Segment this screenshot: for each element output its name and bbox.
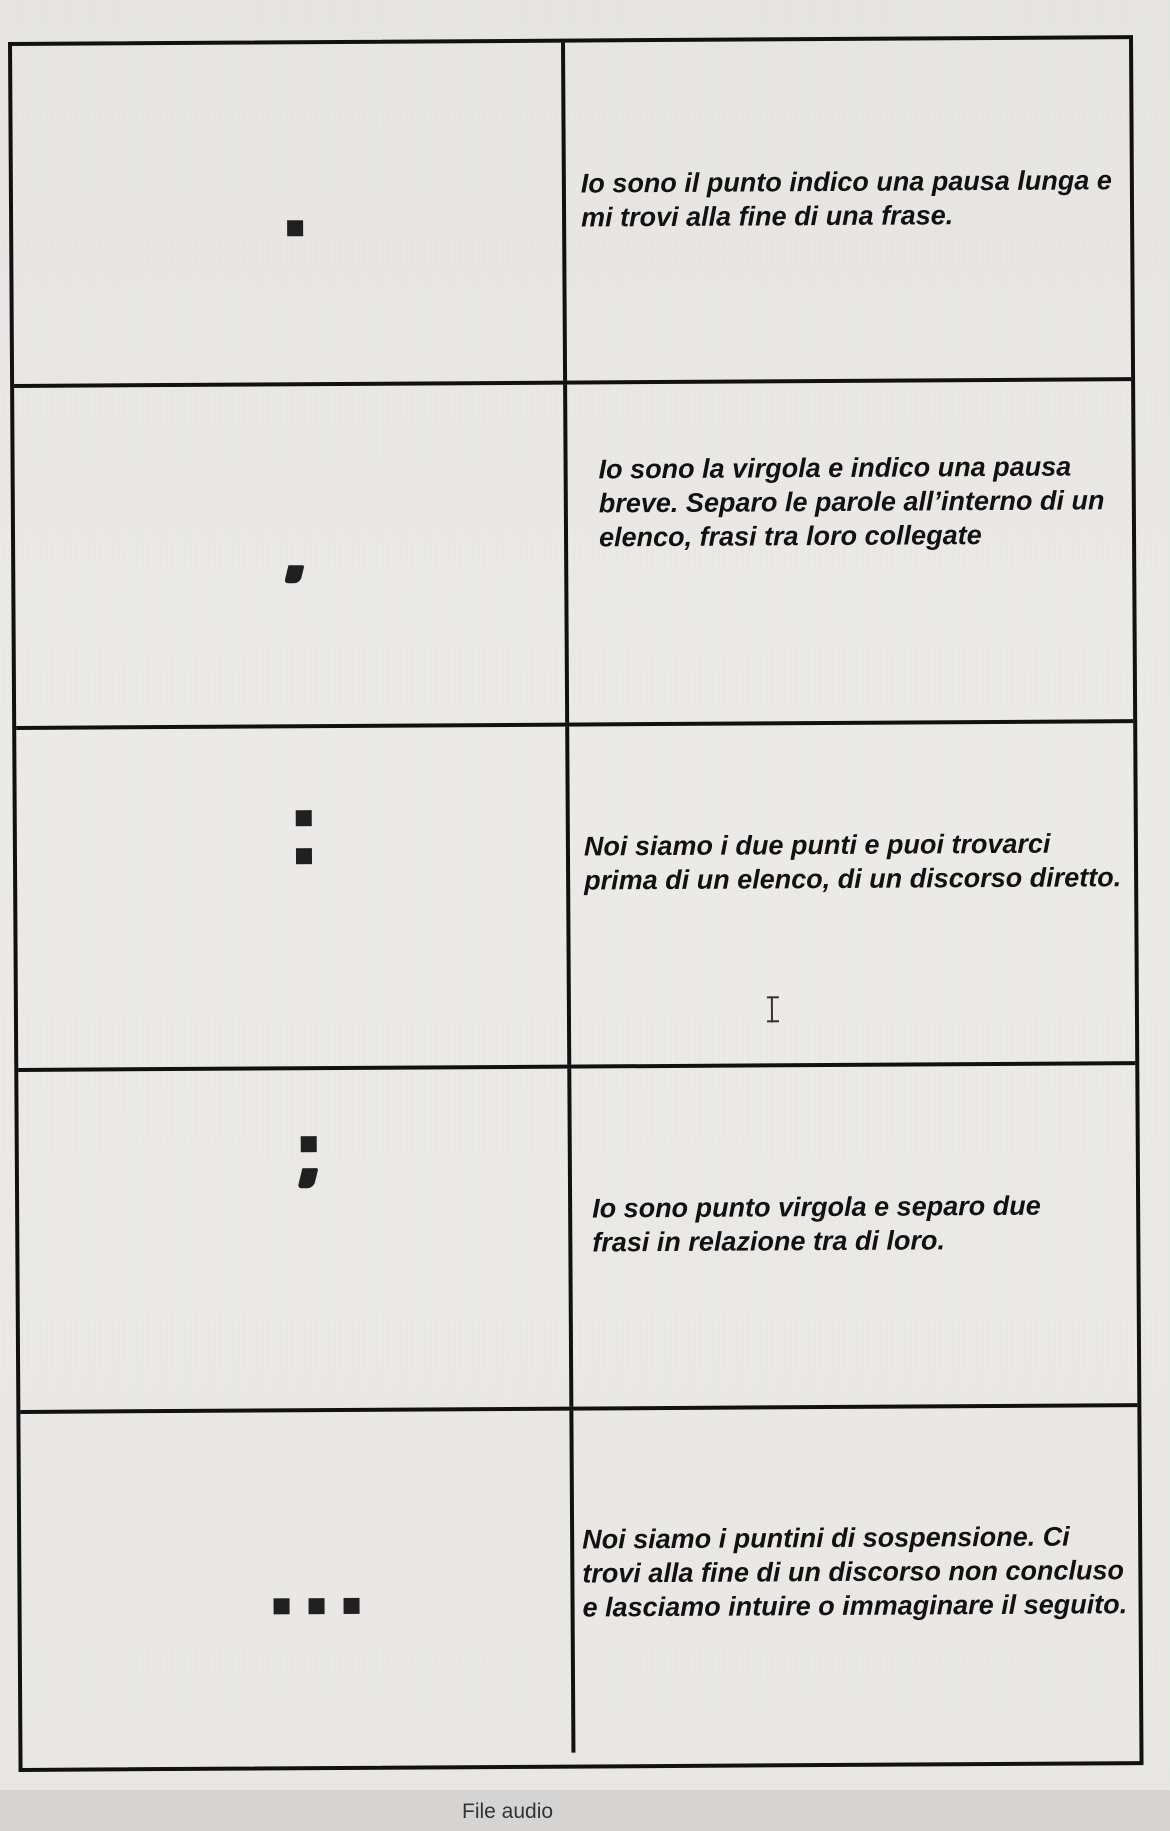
- table-row: [20, 1407, 1139, 1756]
- symbol-cell-ellipsis: [20, 1411, 575, 1756]
- description-line: trovi alla fine di un discorso non concluso: [582, 1555, 1125, 1589]
- symbol-cell-colon: [16, 727, 571, 1068]
- table-row: [12, 39, 1131, 388]
- description-line: mi trovi alla fine di una frase.: [580, 200, 954, 233]
- symbol-cell-comma: [14, 385, 569, 726]
- colon-symbol-top-dot: [296, 810, 312, 826]
- table-row: [16, 723, 1135, 1072]
- description-line: Io sono punto virgola e separo due: [592, 1190, 1041, 1224]
- table-row: [18, 1065, 1137, 1414]
- ellipsis-symbol-dot-3: [344, 1598, 360, 1614]
- description-cell-comma: [567, 381, 1133, 722]
- punctuation-table: [8, 35, 1144, 1772]
- symbol-cell-period: [12, 43, 567, 384]
- semicolon-symbol-dot: [301, 1136, 317, 1152]
- description-cell-semicolon: [571, 1065, 1137, 1406]
- bottom-bar: [0, 1790, 1170, 1831]
- period-symbol: [287, 220, 303, 236]
- description-line: prima di un elenco, di un discorso diretto.: [584, 862, 1122, 896]
- ellipsis-symbol-dot-1: [274, 1598, 290, 1614]
- semicolon-symbol-comma: [298, 1168, 319, 1188]
- text-cursor-icon: [771, 996, 787, 1022]
- description-line: frasi in relazione tra di loro.: [592, 1225, 946, 1258]
- description-line: breve. Separo le parole all’interno di un: [598, 485, 1105, 519]
- description-line: Io sono la virgola e indico una pausa: [598, 451, 1072, 485]
- file-audio-label[interactable]: File audio: [462, 1800, 554, 1823]
- description-line: elenco, frasi tra loro collegate: [598, 520, 982, 553]
- description-line: Noi siamo i due punti e puoi trovarci: [583, 828, 1051, 862]
- description-line: Noi siamo i puntini di sospensione. Ci: [582, 1521, 1070, 1555]
- symbol-cell-semicolon: [18, 1069, 573, 1410]
- description-line: e lasciamo intuire o immaginare il seguito.: [582, 1589, 1128, 1623]
- description-line: Io sono il punto indico una pausa lunga e: [580, 165, 1112, 199]
- description-cell-period: [565, 39, 1131, 380]
- colon-symbol-bottom-dot: [296, 848, 312, 864]
- ellipsis-symbol-dot-2: [309, 1598, 325, 1614]
- description-cell-colon: [569, 723, 1135, 1064]
- table-row: [14, 381, 1133, 730]
- description-cell-ellipsis: [573, 1407, 1139, 1752]
- comma-symbol: [284, 565, 304, 583]
